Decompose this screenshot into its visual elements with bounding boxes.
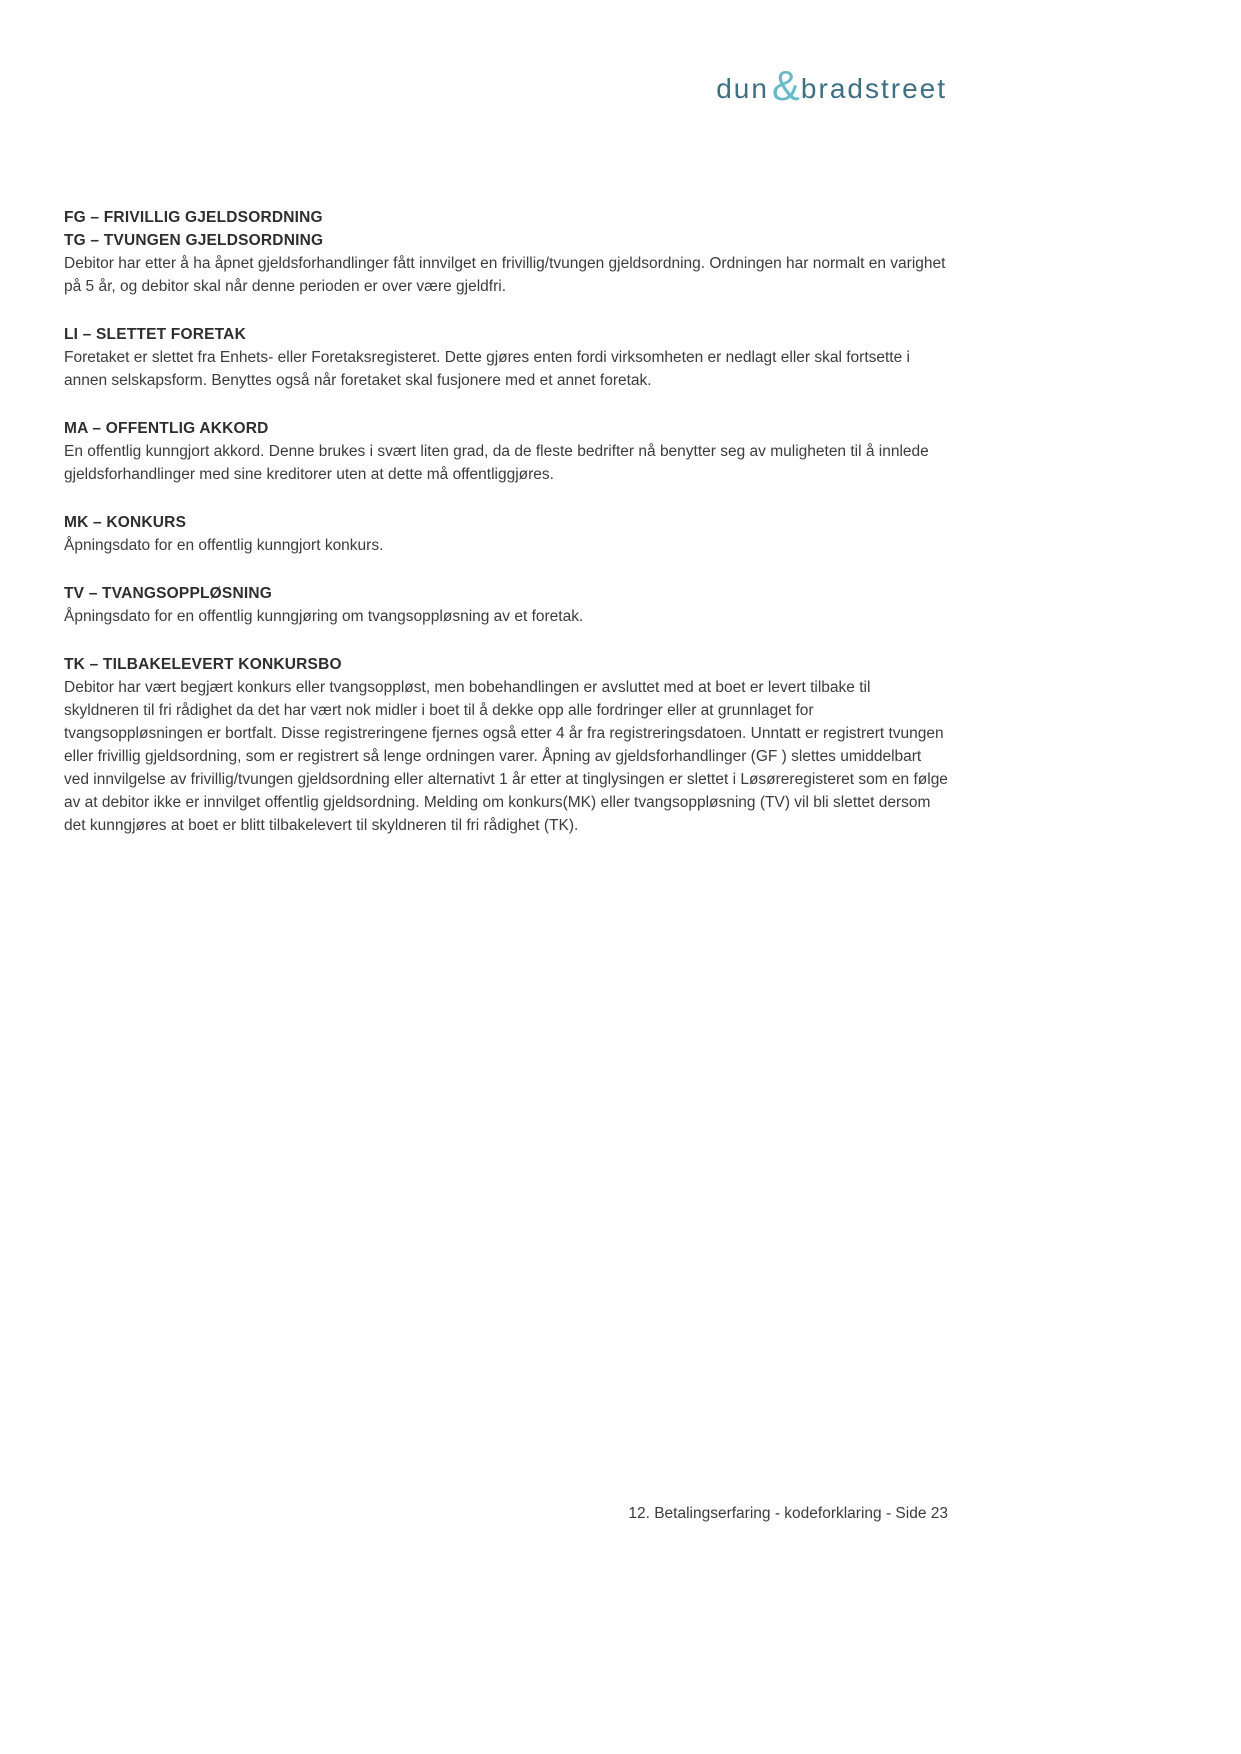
section-tk [64, 653, 948, 837]
section-mk [64, 511, 948, 557]
footer-text: 12. Betalingserfaring - kodeforklaring - Side 23 [628, 1505, 948, 1522]
section-body-ma: En offentlig kunngjort akkord. Denne brukes i svært liten grad, da de fleste bedrifter nå benytter seg av muligheten til å innlede gjeldsforhandlinger med sine kreditorer uten at dette må offentliggjøres. [64, 443, 929, 483]
section-heading-tk: TK – TILBAKELEVERT KONKURSBO [64, 656, 342, 673]
section-ma [64, 417, 948, 486]
section-heading-fg: FG – FRIVILLIG GJELDSORDNING [64, 209, 323, 226]
section-body-fg-tg: Debitor har etter å ha åpnet gjeldsforhandlinger fått innvilget en frivillig/tvungen gjeldsordning. Ordningen har normalt en varighet på 5 år, og debitor skal når denne perioden er over være gjeldfri. [64, 255, 946, 295]
section-heading-mk: MK – KONKURS [64, 514, 187, 531]
section-body-mk: Åpningsdato for en offentlig kunngjort konkurs. [64, 537, 384, 554]
section-heading-tv: TV – TVANGSOPPLØSNING [64, 585, 273, 602]
section-tv [64, 582, 948, 628]
section-heading-tg: TG – TVUNGEN GJELDSORDNING [64, 232, 324, 249]
logo-word-bradstreet: bradstreet [800, 73, 947, 104]
section-heading-li: LI – SLETTET FORETAK [64, 326, 246, 343]
logo-ampersand-icon: & [771, 62, 800, 109]
section-body-li: Foretaket er slettet fra Enhets- eller Foretaksregisteret. Dette gjøres enten fordi virksomheten er nedlagt eller skal fortsette i annen selskapsform. Benyttes også når foretaket skal fusjonere med et annet foretak. [64, 349, 910, 389]
section-body-tv: Åpningsdato for en offentlig kunngjøring om tvangsoppløsning av et foretak. [64, 608, 584, 625]
logo-word-dun: dun [716, 73, 769, 104]
section-li [64, 323, 948, 392]
document-body [64, 206, 948, 862]
section-body-tk: Debitor har vært begjært konkurs eller tvangsoppløst, men bobehandlingen er avsluttet med at boet er levert tilbake til skyldneren til fri rådighet da det har vært nok midler i boet til å dekke opp alle fordringer eller at grunnlaget for tvangsoppløsningen er bortfalt. Disse registreringene fjernes også etter 4 år fra registreringsdatoen. Unntatt er registrert tvungen eller frivillig gjeldsordning, som er registrert så lenge ordningen varer. Åpning av gjeldsforhandlinger (GF ) slettes umiddelbart ved innvilgelse av frivillig/tvungen gjeldsordning eller alternativt 1 år etter at tinglysingen er slettet i Løsøreregisteret som en følge av at debitor ikke er innvilget offentlig gjeldsordning. Melding om konkurs(MK) eller tvangsoppløsning (TV) vil bli slettet dersom det kunngjøres at boet er blitt tilbakelevert til skyldneren til fri rådighet (TK). [64, 679, 948, 834]
section-heading-ma: MA – OFFENTLIG AKKORD [64, 420, 269, 437]
section-fg-tg [64, 206, 948, 298]
page-footer [64, 1502, 948, 1525]
dun-bradstreet-logo [716, 62, 947, 110]
